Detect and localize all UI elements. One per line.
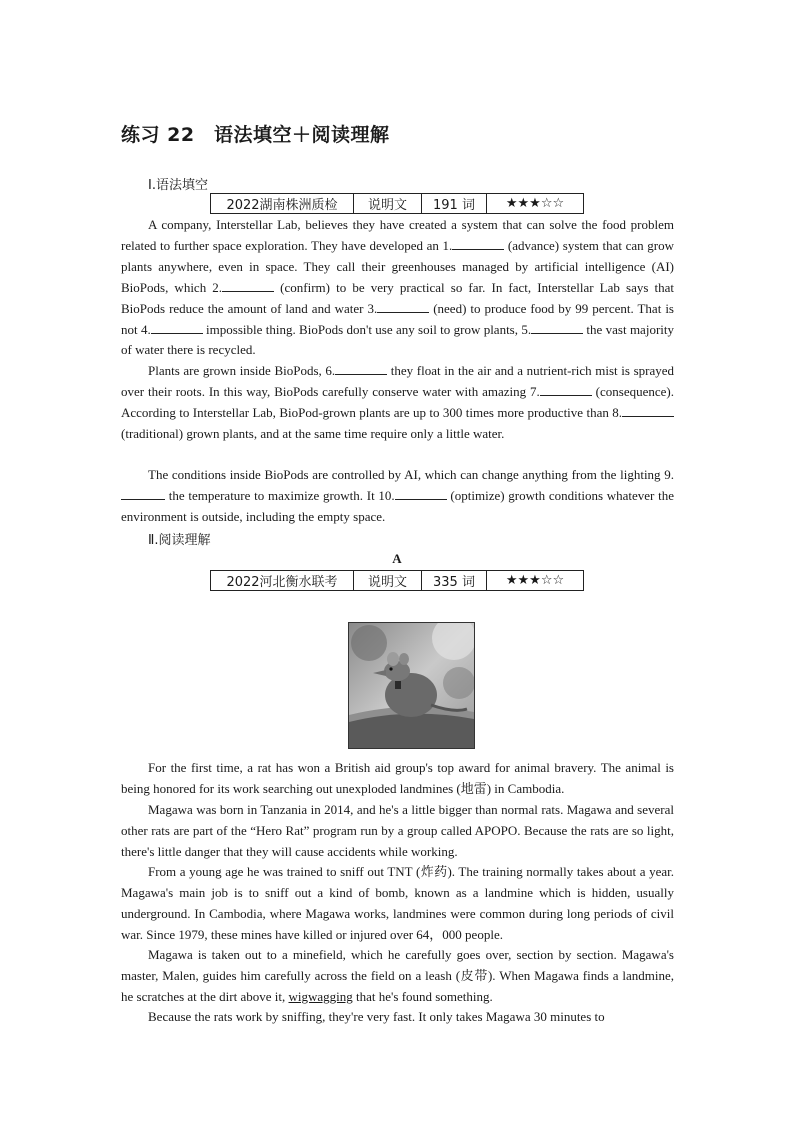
blank-6[interactable]	[335, 362, 387, 375]
blank-8[interactable]	[622, 404, 674, 417]
reading-paragraph-5: Because the rats work by sniffing, they're very fast. It only takes Magawa 30 minutes to	[148, 1009, 605, 1024]
rat-photo	[348, 622, 475, 749]
blank-3[interactable]	[377, 300, 429, 313]
info-word-count: 335 词	[422, 571, 487, 591]
grammar-paragraph-2: Plants are grown inside BioPods, 6. they float in the air and a nutrient-rich mist is sprayed over their roots. In this way, BioPods carefully conserve water with amazing 7. (consequence). According to Interstellar Lab, BioPod-grown plants are up to 300 times more productive than 8. (traditional) grown plants, and at the same time require only a little water.	[121, 363, 675, 441]
reading-paragraph-3: From a young age he was trained to sniff out TNT (炸药). The training normally takes about a year. Magawa's main job is to sniff out a kind of bomb, known as a landmine which is hidden, usually underground. In Cambodia, where Magawa works, landmines were common during long periods of civil war. Since 1979, these mines have killed or injured over 64，000 people.	[121, 864, 674, 942]
info-source: 2022河北衡水联考	[211, 571, 354, 591]
info-genre: 说明文	[354, 194, 422, 214]
section-heading-grammar: Ⅰ.语法填空	[148, 178, 208, 193]
reading-paragraph-4: Magawa is taken out to a minefield, which he carefully goes over, section by section. Magawa's master, Malen, guides him carefully across the field on a leash (皮带). When Magawa finds a landmine, he scratches at the dirt above it, wigwagging that he's found something.	[121, 947, 674, 1004]
passage-letter: A	[392, 551, 402, 566]
section-heading-reading: Ⅱ.阅读理解	[148, 533, 211, 548]
blank-4[interactable]	[151, 321, 203, 334]
reading-paragraph-1: For the first time, a rat has won a British aid group's top award for animal bravery. The animal is being honored for its work searching out unexploded landmines (地雷) in Cambodia.	[121, 760, 674, 796]
info-table-grammar	[210, 193, 584, 214]
blank-7[interactable]	[540, 383, 592, 396]
reading-paragraph-2: Magawa was born in Tanzania in 2014, and he's a little bigger than normal rats. Magawa and several other rats are part of the “Hero Rat” program run by a group called APOPO. Because the rats are so light, there's little danger that they will cause accidents while working.	[121, 802, 674, 859]
grammar-paragraph-3: The conditions inside BioPods are controlled by AI, which can change anything from the lighting 9. the temperature to maximize growth. It 10. (optimize) growth conditions whatever the environment is outside, including the empty space.	[121, 467, 674, 524]
blank-10[interactable]	[395, 487, 447, 500]
grammar-paragraph-1: A company, Interstellar Lab, believes they have created a system that can solve the food problem related to further space exploration. They have developed an 1. (advance) system that can grow plants anywhere, even in space. They call their greenhouses managed by artificial intelligence (AI) BioPods, which 2. (confirm) to be very practical so far. In fact, Interstellar Lab says that BioPods reduce the amount of land and water 3. (need) to produce food by 99 percent. That is not 4. impossible thing. BioPods don't use any soil to grow plants, 5. the vast majority of water there is recycled.	[121, 217, 674, 358]
info-source: 2022湖南株洲质检	[211, 194, 354, 214]
info-difficulty: ★★★☆☆	[487, 571, 584, 591]
blank-5[interactable]	[531, 321, 583, 334]
info-genre: 说明文	[354, 571, 422, 591]
page-title: 练习 22 语法填空＋阅读理解	[121, 124, 390, 146]
blank-9[interactable]	[121, 487, 165, 500]
info-difficulty: ★★★☆☆	[487, 194, 584, 214]
blank-2[interactable]	[222, 279, 274, 292]
info-word-count: 191 词	[422, 194, 487, 214]
blank-1[interactable]	[452, 237, 504, 250]
rat-illustration	[349, 623, 474, 748]
info-table-reading	[210, 570, 584, 591]
underlined-word: wigwagging	[288, 988, 353, 1004]
